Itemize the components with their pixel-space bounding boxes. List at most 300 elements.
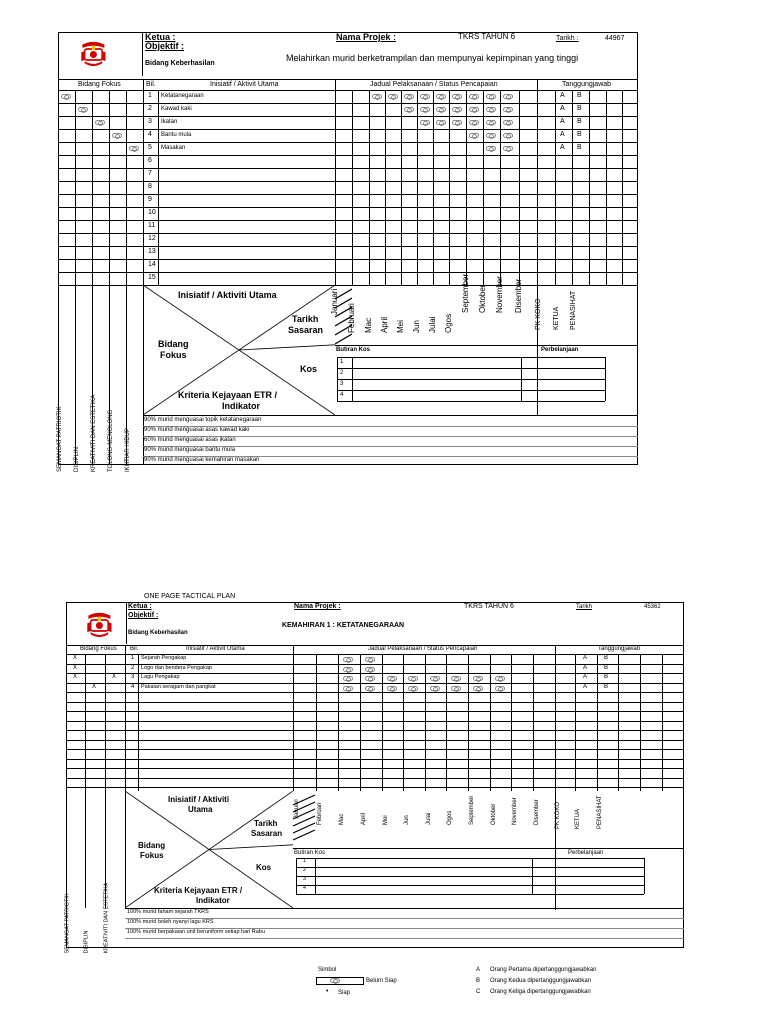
oval-icon xyxy=(112,133,122,138)
row-bil: 9 xyxy=(148,196,152,203)
legend-belum-siap: Belum Siap xyxy=(366,978,397,984)
month-label: Disember xyxy=(514,278,523,313)
kriteria-text: 60% murid menguasai asas ikatan xyxy=(144,437,236,443)
row-item: Pakaian seragam dan pangkat xyxy=(141,683,216,690)
grid-line xyxy=(403,654,404,791)
grid-line xyxy=(316,654,317,791)
oval-icon xyxy=(95,120,105,125)
oval-icon xyxy=(129,146,139,151)
grid-line xyxy=(66,768,684,769)
oval-icon xyxy=(469,133,479,138)
legend-text-b: Orang Kedua dipertanggungjawabkan xyxy=(490,978,592,984)
kriteria-text: 100% murid faham sejarah TKRS xyxy=(127,909,209,915)
perbelanjaan-label: Perbelanjaan xyxy=(541,347,579,353)
row-bil: 4 xyxy=(131,683,135,690)
fokus-vertical-label: KREATIVITI DAN ESTETIKA xyxy=(103,882,110,954)
row-bil: 10 xyxy=(148,209,156,216)
oval-icon xyxy=(388,94,398,99)
row-item: Sejarah Pengakap xyxy=(141,655,187,661)
resp-label: PENASIHAT xyxy=(570,290,577,330)
grid-line xyxy=(572,90,573,285)
row-item: Lagu Pengakap xyxy=(141,674,180,680)
row-item: Bantu mula xyxy=(161,132,192,138)
resp-a: A xyxy=(560,92,565,99)
month-label: Mac xyxy=(364,317,373,333)
diagram-tarikh: Tarikh xyxy=(254,819,278,828)
grid-line xyxy=(605,357,606,401)
oval-icon xyxy=(343,686,353,691)
grid-line xyxy=(352,90,353,285)
row-item: Ketatanegaraan xyxy=(161,93,204,99)
grid-line xyxy=(75,90,76,465)
oval-icon xyxy=(495,686,505,691)
oval-icon xyxy=(469,107,479,112)
grid-line xyxy=(337,401,605,402)
x-mark: X xyxy=(112,674,117,680)
oval-icon xyxy=(404,94,414,99)
grid-line xyxy=(468,654,469,791)
row-bil: 11 xyxy=(148,222,156,229)
grid-line xyxy=(293,848,684,849)
grid-line xyxy=(483,90,484,285)
oval-icon xyxy=(436,120,446,125)
month-label: Ogos xyxy=(444,313,453,333)
month-label: Jun xyxy=(404,815,410,825)
grid-line xyxy=(58,129,638,130)
header-bidang-fokus: Bidang Fokus xyxy=(78,81,121,88)
diagram-kriteria-1: Kriteria Kejayaan ETR / xyxy=(178,390,278,400)
diagram-fokus: Fokus xyxy=(140,851,164,860)
fokus-vertical-label: DISIPLIN xyxy=(74,446,80,472)
projek-value: TKRS TAHUN 6 xyxy=(458,32,516,41)
resp-b: B xyxy=(604,664,609,671)
oval-icon xyxy=(503,146,513,151)
resp-label: PK KOKO xyxy=(535,298,542,330)
grid-line xyxy=(125,645,126,654)
row-bil: 15 xyxy=(148,274,156,281)
resp-label: KETUA xyxy=(575,808,581,829)
header-bidang-fokus: Bidang Fokus xyxy=(80,646,117,652)
legend-key-c: C xyxy=(476,989,481,995)
grid-line xyxy=(58,90,638,91)
oval-icon xyxy=(503,133,513,138)
fokus-vertical-label: KREATIVITI DAN ESTETIKA xyxy=(91,394,97,472)
grid-line xyxy=(532,858,533,894)
objektif-text: Melahirkan murid berketrampilan dan mempunyai kepimpinan yang tinggi xyxy=(286,53,579,63)
month-label: Februari xyxy=(347,303,356,333)
month-label: Julai xyxy=(428,316,437,333)
oval-icon xyxy=(503,107,513,112)
grid-line xyxy=(126,90,127,465)
diagram-kriteria-2: Indikator xyxy=(222,401,261,411)
kos-row-number: 4 xyxy=(303,885,307,891)
oval-icon xyxy=(451,686,461,691)
grid-line xyxy=(511,654,512,791)
resp-a: A xyxy=(583,683,588,690)
oval-icon xyxy=(486,94,496,99)
grid-line xyxy=(337,379,605,380)
oval-icon xyxy=(503,120,513,125)
grid-line xyxy=(58,220,638,221)
resp-b: B xyxy=(577,105,582,112)
grid-line xyxy=(575,654,576,791)
row-bil: 8 xyxy=(148,183,152,190)
grid-line xyxy=(382,654,383,791)
grid-line xyxy=(335,79,336,285)
oval-icon xyxy=(365,667,375,672)
row-bil: 6 xyxy=(148,157,152,164)
diagram-kos: Kos xyxy=(256,863,272,872)
oval-icon xyxy=(473,686,483,691)
resp-a: A xyxy=(560,131,565,138)
oval-icon xyxy=(495,676,505,681)
grid-line xyxy=(606,90,607,285)
row-item: Ikatan xyxy=(161,119,178,125)
diagram-fokus: Fokus xyxy=(160,350,187,360)
grid-line xyxy=(66,702,684,703)
grid-line xyxy=(425,654,426,791)
grid-line xyxy=(58,181,638,182)
grid-line xyxy=(385,90,386,285)
grid-line xyxy=(296,876,644,877)
grid-line xyxy=(417,90,418,285)
oval-icon xyxy=(420,107,430,112)
oval-icon xyxy=(343,676,353,681)
resp-a: A xyxy=(583,655,588,661)
diagram-inisiatif: Inisiatif / Aktiviti xyxy=(168,795,230,804)
kos-row-number: 4 xyxy=(340,392,344,398)
month-label: Oktober xyxy=(491,803,497,825)
grid-line xyxy=(296,867,644,868)
kos-row-number: 3 xyxy=(303,876,307,882)
header-bil: Bil. xyxy=(146,81,156,88)
grid-line xyxy=(58,142,638,143)
tarikh-label: Tarikh xyxy=(576,604,593,610)
grid-line xyxy=(66,787,684,788)
grid-line xyxy=(296,885,644,886)
grid-line xyxy=(66,711,684,712)
row-item: Masakan xyxy=(161,145,186,151)
fokus-vertical-label: SEMANGAT PATRIOTIK xyxy=(64,893,71,954)
grid-line xyxy=(622,90,623,285)
grid-line xyxy=(58,155,638,156)
grid-line xyxy=(446,654,447,791)
diagram-kriteria-2: Indikator xyxy=(196,896,230,905)
month-label: November xyxy=(495,276,504,313)
oval-icon xyxy=(469,94,479,99)
grid-line xyxy=(337,390,605,391)
oval-icon xyxy=(420,120,430,125)
kos-row-number: 1 xyxy=(303,858,307,864)
oval-icon xyxy=(387,676,397,681)
grid-line xyxy=(533,654,534,791)
kriteria-text: 90% murid menguasai bantu mula xyxy=(144,447,236,453)
grid-line xyxy=(537,79,538,415)
grid-line xyxy=(158,90,159,285)
resp-label: KETUA xyxy=(553,306,560,330)
tarikh-value: 45362 xyxy=(644,604,661,610)
grid-line xyxy=(58,168,638,169)
grid-line xyxy=(360,654,361,791)
header-tanggungjawab: Tanggungjawab xyxy=(598,646,641,652)
diagram-sasaran: Sasaran xyxy=(251,829,283,838)
legend-text-c: Orang Ketiga dipertanggungjawabkan xyxy=(490,989,591,995)
grid-line xyxy=(519,90,520,285)
x-mark: X xyxy=(73,674,78,680)
oval-icon xyxy=(387,686,397,691)
perbelanjaan-label: Perbelanjaan xyxy=(568,850,604,856)
row-bil: 7 xyxy=(148,170,152,177)
ketua-label: Ketua : xyxy=(128,603,152,610)
month-label: April xyxy=(361,812,367,825)
month-label: Januari xyxy=(330,288,339,315)
resp-a: A xyxy=(560,144,565,151)
month-label: Mac xyxy=(339,813,345,825)
resp-a: A xyxy=(583,674,588,680)
row-bil: 14 xyxy=(148,261,156,268)
x-mark: X xyxy=(73,664,78,671)
grid-line xyxy=(296,894,644,895)
school-crest-icon xyxy=(84,609,115,640)
kriteria-text: 90% murid menguasai kemahiran masakan xyxy=(144,457,260,463)
grid-line xyxy=(85,654,86,908)
diagram-sasaran: Sasaran xyxy=(288,325,324,335)
kriteria-text: 100% murid berpakaian unit beruniform setiap hari Rabu xyxy=(127,929,265,935)
grid-line xyxy=(521,357,522,401)
legend-siap: Siap xyxy=(338,990,351,996)
grid-line xyxy=(500,90,501,285)
oval-icon xyxy=(420,94,430,99)
grid-line xyxy=(58,103,638,104)
grid-line xyxy=(597,654,598,791)
kos-row-number: 3 xyxy=(340,381,344,387)
grid-line xyxy=(58,194,638,195)
ketua-label: Ketua : xyxy=(145,32,176,42)
fokus-vertical-label: DISIPLIN xyxy=(83,930,90,954)
grid-line xyxy=(105,654,106,908)
oval-icon xyxy=(61,94,71,99)
row-bil: 2 xyxy=(131,664,135,671)
grid-line xyxy=(58,272,638,273)
row-bil: 3 xyxy=(131,674,135,680)
grid-line xyxy=(66,740,684,741)
grid-line xyxy=(143,415,638,416)
bullet-icon: • xyxy=(326,988,329,995)
resp-a: A xyxy=(583,664,588,671)
grid-line xyxy=(352,357,353,401)
kriteria-text: 90% murid menguasai topik ketatanegaraan xyxy=(144,417,262,423)
grid-line xyxy=(58,259,638,260)
header-tanggungjawab: Tanggungjawab xyxy=(562,81,612,88)
month-label: Jun xyxy=(412,320,421,333)
resp-label: PK KOKO xyxy=(555,801,561,829)
butiran-kos-label: Butiran Kos xyxy=(294,850,326,856)
diagram-inisiatif: Inisiatif / Aktiviti Utama xyxy=(178,290,277,300)
oval-icon xyxy=(365,686,375,691)
grid-line xyxy=(296,858,644,859)
projek-label: Nama Projek : xyxy=(294,603,341,610)
grid-line xyxy=(126,602,127,644)
legend-box xyxy=(316,977,364,985)
resp-b: B xyxy=(577,92,582,99)
kos-row-number: 1 xyxy=(340,359,344,365)
grid-line xyxy=(293,645,294,791)
oval-icon xyxy=(486,107,496,112)
oval-icon xyxy=(430,686,440,691)
grid-line xyxy=(109,90,110,465)
row-bil: 12 xyxy=(148,235,156,242)
resp-a: A xyxy=(560,105,565,112)
grid-line xyxy=(640,654,641,791)
diagram-bidang: Bidang xyxy=(158,339,189,349)
grid-line xyxy=(143,79,144,90)
oval-icon xyxy=(408,686,418,691)
grid-line xyxy=(138,654,139,791)
grid-line xyxy=(490,654,491,791)
oval-icon xyxy=(430,676,440,681)
grid-line xyxy=(66,730,684,731)
grid-line xyxy=(618,654,619,791)
resp-label: PENASIHAT xyxy=(597,795,603,829)
oval-icon xyxy=(436,94,446,99)
header-jadual: Jadual Pelaksanaan / Status Pencapaian xyxy=(370,81,498,88)
diagram-bidang: Bidang xyxy=(138,841,166,850)
oval-icon xyxy=(436,107,446,112)
oval-icon xyxy=(503,94,513,99)
school-crest-icon xyxy=(78,38,109,69)
row-bil: 2 xyxy=(148,105,152,112)
grid-line xyxy=(644,858,645,894)
month-label: November xyxy=(512,797,518,825)
oval-icon xyxy=(486,146,496,151)
grid-line xyxy=(337,357,605,358)
resp-b: B xyxy=(577,131,582,138)
month-label: Ogos xyxy=(447,810,453,825)
tarikh-value: 44967 xyxy=(605,35,625,42)
oval-icon xyxy=(486,133,496,138)
row-bil: 1 xyxy=(148,92,152,99)
month-label: Julai xyxy=(426,812,432,825)
oval-icon xyxy=(372,94,382,99)
grid-line xyxy=(66,778,684,779)
diagram-kos: Kos xyxy=(300,364,318,374)
grid-line xyxy=(315,858,316,894)
tarikh-label: Tarikh : xyxy=(556,35,579,42)
kriteria-text: 90% murid menguasai asas kawad kaki xyxy=(144,427,250,433)
resp-b: B xyxy=(604,674,609,680)
grid-line xyxy=(555,645,556,910)
oval-icon xyxy=(486,120,496,125)
row-item: Kawad kaki xyxy=(161,106,192,112)
objektif-label: Objektif : xyxy=(145,41,185,51)
grid-line xyxy=(142,32,143,76)
kos-row-number: 2 xyxy=(303,867,307,873)
bidang-keberhasilan: Bidang Keberhasilan xyxy=(128,630,188,636)
header-inisiatif: Inisiatif / Aktivit Utama xyxy=(210,81,279,88)
resp-b: B xyxy=(604,655,609,661)
grid-line xyxy=(337,368,605,369)
bidang-keberhasilan: Bidang Keberhasilan xyxy=(145,60,215,67)
grid-line xyxy=(58,233,638,234)
grid-line xyxy=(125,938,684,939)
row-bil: 5 xyxy=(148,144,152,151)
header-bil: Bil. xyxy=(130,646,139,652)
grid-line xyxy=(66,749,684,750)
grid-line xyxy=(337,357,338,401)
header-inisiatif: Inisiatif / Aktivit Utama xyxy=(186,646,245,652)
kriteria-text: 100% murid boleh nyanyi lagu KRS xyxy=(127,919,214,925)
month-label: Januari xyxy=(294,799,300,819)
header-jadual: Jadual Pelaksanaan / Status Pencapaian xyxy=(368,646,478,652)
projek-label: Nama Projek : xyxy=(336,32,397,42)
projek-value: TKRS TAHUN 6 xyxy=(464,603,514,610)
month-label: Mei xyxy=(383,815,389,825)
resp-b: B xyxy=(577,118,582,125)
grid-line xyxy=(66,721,684,722)
grid-line xyxy=(66,692,684,693)
oval-icon xyxy=(343,657,353,662)
grid-line xyxy=(555,90,556,285)
grid-line xyxy=(466,90,467,285)
grid-line xyxy=(589,90,590,285)
grid-line xyxy=(369,90,370,285)
row-bil: 1 xyxy=(131,655,135,661)
fokus-vertical-label: TOLONG-MENOLONG xyxy=(108,409,114,472)
grid-line xyxy=(296,858,297,894)
sheet2-caption: ONE PAGE TACTICAL PLAN xyxy=(144,593,236,600)
row-bil: 4 xyxy=(148,131,152,138)
legend-key-a: A xyxy=(476,967,481,973)
month-label: Disember xyxy=(534,799,540,825)
grid-line xyxy=(58,116,638,117)
grid-line xyxy=(433,90,434,285)
grid-line xyxy=(58,79,638,80)
fokus-vertical-label: SEMANGAT PATRIOTIK xyxy=(57,406,63,472)
resp-b: B xyxy=(577,144,582,151)
row-item: Logo dan bendera Pengakap xyxy=(141,664,212,671)
month-label: Mei xyxy=(396,320,405,333)
objektif-text: KEMAHIRAN 1 : KETATANEGARAAN xyxy=(282,622,405,629)
oval-icon xyxy=(404,107,414,112)
oval-icon xyxy=(451,676,461,681)
oval-icon xyxy=(78,107,88,112)
grid-line xyxy=(335,345,638,346)
diagram-utama: Utama xyxy=(188,805,213,814)
legend-simbol: Simbol xyxy=(318,967,337,973)
grid-line xyxy=(58,246,638,247)
oval-icon xyxy=(365,657,375,662)
oval-icon xyxy=(343,667,353,672)
month-label: September xyxy=(469,795,475,825)
legend-key-b: B xyxy=(476,978,481,984)
month-label: Oktober xyxy=(478,284,487,313)
resp-b: B xyxy=(604,683,609,690)
oval-icon xyxy=(408,676,418,681)
oval-icon xyxy=(473,676,483,681)
month-label: April xyxy=(380,316,389,333)
x-mark: X xyxy=(92,683,97,690)
legend-text-a: Orang Pertama dipertanggungjawabkan xyxy=(490,967,597,973)
grid-line xyxy=(66,759,684,760)
butiran-kos-label: Butiran Kos xyxy=(336,347,371,353)
oval-icon xyxy=(452,120,462,125)
diagram-tarikh: Tarikh xyxy=(292,314,319,324)
month-label: Februari xyxy=(317,802,323,825)
grid-line xyxy=(58,207,638,208)
oval-icon xyxy=(452,94,462,99)
oval-icon xyxy=(330,978,340,983)
row-bil: 13 xyxy=(148,248,156,255)
